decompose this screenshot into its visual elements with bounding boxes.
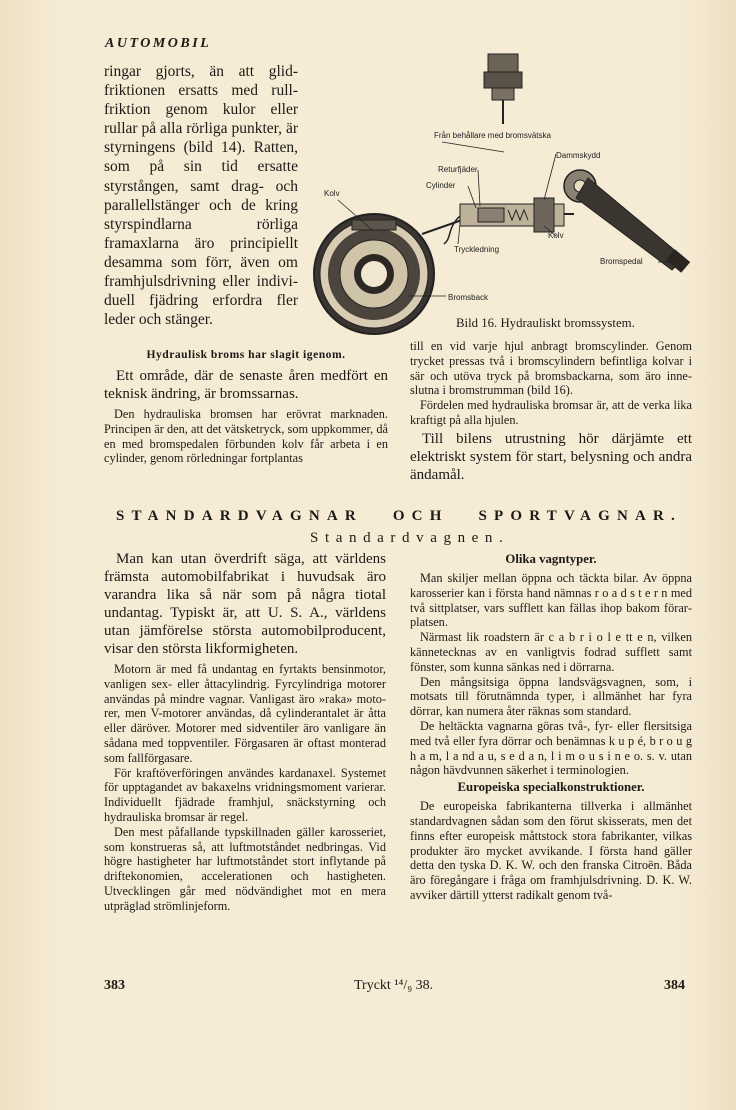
- continuation-p1: till en vid varje hjul anbragt bromscylinder. Genom trycket pressas två i bromscylindern befintliga kolvar i sär och utöva tryck på bromsbackarna, som äro inneslutna i bromstrumman (bild 16).: [410, 339, 692, 398]
- lower-left-p2: För kraftöverföringen användes kardanaxel. Systemet för upptagandet av bakaxelns vridningsmoment varierar. Individuellt fjädrade framhjul, snäckstyrning och hydrauliska bromsar är regel.: [104, 765, 386, 824]
- figure-caption: Bild 16. Hydrauliskt bromssystem.: [456, 316, 635, 330]
- lower-right-p5: De europeiska fabrikanterna tillverka i allmänhet standardvagnen sådan som den förut skisserats, men det finns efter europeisk måttstock stora fabrikanter, vilkas produkter äro mycket avvikande. I första hand gäller detta den tyska D. K. W. och den franska Citroën. Båda äro föregångare i fråga om framhjulsdrivning. D. K. W. avviker därtill ytterst radikalt genom två-: [410, 799, 692, 902]
- label-piston-right: Kolv: [548, 231, 564, 240]
- print-date: Tryckt ¹⁴/₉ 38.: [354, 978, 434, 993]
- running-head: AUTOMOBIL: [105, 36, 212, 51]
- section-lead: Ett område, där de senaste åren medfört en teknisk ändring, är bromssarnas.: [104, 368, 388, 402]
- section-heading-hydraulic: Hydraulisk broms har slagit igenom.: [146, 348, 346, 361]
- heading-vehicle-types: Olika vagntyper.: [505, 552, 597, 566]
- main-headline: [116, 508, 682, 525]
- lower-right-p2: Närmast lik roadstern är c a b r i o l e tt e n, vilken kännetecknas av en vanligtvis fodrad sufflett samt fönster, som kunna sänkas ned i dörrarna.: [410, 630, 692, 674]
- brake-continuation: [410, 339, 692, 484]
- brake-diagram: [312, 48, 704, 348]
- lower-right-p3: Den mångsitsiga öppna landsvägsvagnen, som, i motsats till förutnämnda typer, i allmänhet har fyra dörrar, kan numera åter räknas som standard.: [410, 674, 692, 719]
- lower-right-column: [410, 550, 692, 903]
- lower-left-column: [104, 550, 386, 914]
- section-body: Den hydrauliska bromsen har erövrat marknaden. Principen är den, att det vätsketryck, som uppkommer, då en med bromspedalen förbunden kolv får arbeta i en cylinder, genom rörledningar fortplantas: [104, 407, 388, 466]
- headline-word-2: OCH: [392, 508, 449, 524]
- headline-word-3: SPORTVAGNAR.: [478, 508, 682, 524]
- continuation-p2: Fördelen med hydrauliska bromsar är, att de verka lika kraftigt på alla hjulen.: [410, 398, 692, 427]
- label-pressure-line: Tryckledning: [454, 245, 500, 254]
- label-dust-cover: Dammskydd: [556, 151, 601, 160]
- lower-left-p3: Den mest påfallande typskillnaden gäller karosseriet, som konstrueras så, att luftmotståndet nedbringas. Vid högre hastigheter har luftmotståndet stort inflytande på driftekonomien, accelerationen och hastigheten. Utvecklingen går med nödvändighet mot en mera utpräglad strömlinjeform.: [104, 824, 386, 913]
- label-brake-shoe: Bromsback: [448, 293, 489, 302]
- intro-paragraph: ringar gjorts, än att glidfriktionen ersatts med rullfriktion genom kulor eller rullar på alla rörliga punkter, är styrningens (bild 14). Ratten, som på sin tid ersatte styrstången, samt drag- och parallellstänger och de kring styrspindlarna rörliga framaxlarna äro principiellt desamma som förr, även om framhjulsdrivning eller individuell fjädring erfordra fler leder och stänger.: [104, 63, 298, 329]
- label-brake-pedal: Bromspedal: [600, 257, 643, 266]
- lower-right-p4: De heltäckta vagnarna göras två-, fyr- eller flersitsiga med två eller fyra dörrar och benämnas k u p é, b r o u g h a m, l a nd a u, s e d a n, l i m o u s i n e o. s. v. utan någon hävdvunnen säkerhet i terminologien.: [410, 718, 692, 778]
- sub-headline: Standardvagnen.: [310, 530, 510, 546]
- page-number-right: 384: [664, 978, 685, 993]
- heading-european-designs: Europeiska specialkonstruktioner.: [457, 780, 645, 795]
- lower-left-lead: Man kan utan överdrift säga, att världens främsta automobilfabrikat i huvudsak äro varandra lika så när som på några tiotal undantag. Typiskt är, att U. S. A., världens utan jämförelse största automobilproducent, visar den största likformigheten.: [104, 551, 386, 657]
- hydraulic-section: [104, 348, 388, 466]
- label-return-spring: Returfjäder: [438, 165, 478, 174]
- label-cylinder: Cylinder: [426, 181, 456, 190]
- continuation-p3: Till bilens utrustning hör därjämte ett elektriskt system för start, belysning och andra ändamål.: [410, 430, 692, 483]
- label-piston-left: Kolv: [324, 189, 340, 198]
- brake-figure: [312, 48, 704, 348]
- headline-word-1: STANDARDVAGNAR: [116, 508, 363, 524]
- lower-right-p1: Man skiljer mellan öppna och täckta bilar. Av öppna karosserier kan i första hand nämnas r o a d s t e r n med två sittplatser, vars sufflett kan fällas ihop bakom förarplatsen.: [410, 571, 692, 630]
- lower-left-p1: Motorn är med få undantag en fyrtakts bensinmotor, vanligen sex- eller åttacylindrig. Fyrcylindriga motorer användas på mindre vagnar. Vanligast äro »raka» motorer, men V-motorer användas, då cylinderantalet är åtta eller däröver. Motorer med sidventiler äro vanligare än sådana med toppventiler. Förgasaren är oftast monterad som fallförgasare.: [104, 662, 386, 765]
- label-from-reservoir: Från behållare med bromsvätska: [434, 131, 551, 140]
- intro-column: [104, 62, 298, 329]
- page-number-left: 383: [104, 978, 125, 993]
